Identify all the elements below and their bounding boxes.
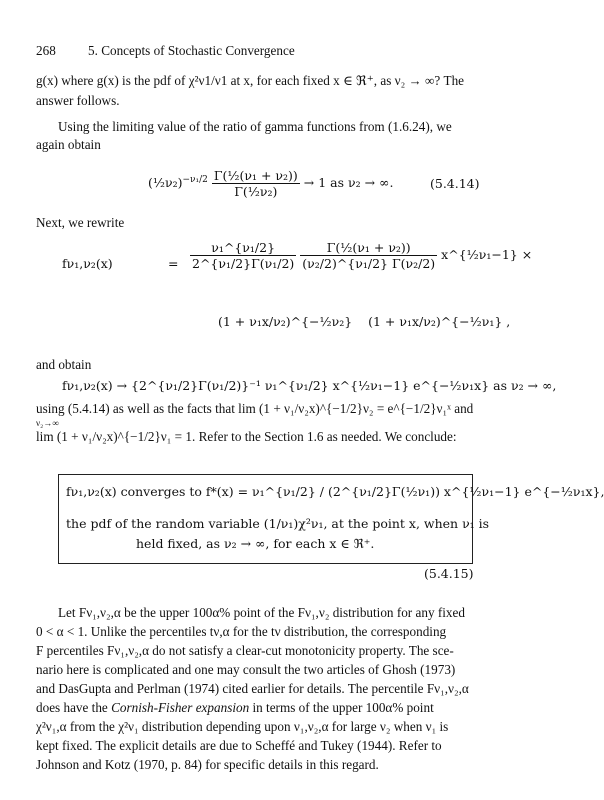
using-line-1: using (5.4.14) as well as the facts that lim (1 + ν₁/ν₂x)^{−1/2}ν₂ = e^{−1/2}ν₁ˣ and (36, 401, 474, 416)
gamma-ratio-denominator: Γ(½ν₂) (234, 184, 278, 199)
gamma-denominator: (ν₂/2)^{ν₁/2} Γ(ν₂/2) (302, 256, 436, 271)
gamma-ratio (212, 168, 300, 199)
gamma-ratio-numerator: Γ(½(ν₁ + ν₂)) (213, 168, 298, 183)
final-line-5: and DasGupta and Perlman (1974) cited earlier for details. The percentile Fν₁,ν₂,α (36, 681, 469, 696)
box-line-1: fν₁,ν₂(x) converges to f*(x) = ν₁^{ν₁/2} / (2^{ν₁/2}Γ(½ν₁)) x^{½ν₁−1} e^{−½ν₁x}, (66, 484, 604, 499)
factor-1: (1 + ν₁x/ν₂)^{−½ν₂} (218, 314, 353, 329)
gamma-fraction (300, 240, 437, 271)
coef-numerator: ν₁^{ν₁/2} (190, 240, 296, 256)
final-line-6 (36, 699, 434, 717)
equation-label-5-4-14: (5.4.14) (430, 176, 480, 191)
intro-line-3: Using the limiting value of the ratio of gamma functions from (1.6.24), we (58, 119, 452, 134)
final-line-6-pre: does have the (36, 700, 112, 715)
factor-2: (1 + ν₁x/ν₂)^{−½ν₁} (368, 314, 503, 329)
final-line-9: Johnson and Kotz (1970, p. 84) for specific details in this regard. (36, 757, 379, 772)
final-line-2: 0 < α < 1. Unlike the percentiles tν,α for the tν distribution, the corresponding (36, 624, 447, 639)
limit-equation: fν₁,ν₂(x) → {2^{ν₁/2}Γ(ν₁/2)}⁻¹ ν₁^{ν₁/2} x^{½ν₁−1} e^{−½ν₁x} as ν₂ → ∞, (62, 378, 557, 393)
factor-trail: , (506, 314, 511, 329)
intro-line-2: answer follows. (36, 93, 120, 108)
final-line-1: Let Fν₁,ν₂,α be the upper 100α% point of the Fν₁,ν₂ distribution for any fixed (58, 605, 465, 620)
intro-line-4: again obtain (36, 137, 101, 152)
final-line-4: nario here is complicated and one may consult the two articles of Ghosh (1973) (36, 662, 456, 677)
final-line-3: F percentiles Fν₁,ν₂,α do not satisfy a clear-cut monotonicity property. The sce- (36, 643, 454, 658)
box-line-3: held fixed, as ν₂ → ∞, for each x ∈ ℜ⁺. (136, 536, 375, 551)
equation-label-5-4-15: (5.4.15) (424, 566, 474, 581)
using-line-2: lim (1 + ν₁/ν₂x)^{−1/2}ν₁ = 1. Refer to the Section 1.6 as needed. We conclude: (36, 429, 457, 444)
equation-5-4-14 (148, 168, 393, 199)
rewrite-text: Next, we rewrite (36, 215, 125, 230)
eq-lhs-prefix: (½ν₂) (148, 175, 183, 190)
f-rhs-line-1 (190, 240, 532, 271)
final-line-6-post: in terms of the upper 100α% point (249, 700, 434, 715)
box-line-2: the pdf of the random variable (1/ν₁)χ²ν₁, at the point x, when ν₁ is (66, 516, 490, 531)
gamma-numerator: Γ(½(ν₁ + ν₂)) (300, 240, 437, 256)
x-power: x^{½ν₁−1} × (441, 247, 533, 262)
eq-lhs-exponent: −ν₁/2 (182, 174, 208, 185)
final-line-8: kept fixed. The explicit details are due to Scheffé and Tukey (1944). Refer to (36, 738, 442, 753)
f-rhs-line-2 (218, 314, 510, 329)
coef-fraction (190, 240, 296, 271)
f-equals: = (168, 256, 179, 271)
f-lhs: fν₁,ν₂(x) (62, 256, 113, 271)
intro-line-1: g(x) where g(x) is the pdf of χ²ν1/ν1 at x, for each fixed x ∈ ℜ⁺, as ν₂ → ∞? The (36, 73, 465, 88)
coef-denominator: 2^{ν₁/2}Γ(ν₁/2) (192, 256, 295, 271)
obtain-text: and obtain (36, 357, 92, 372)
running-title: 5. Concepts of Stochastic Convergence (88, 43, 295, 58)
final-line-7: χ²ν₁,α from the χ²ν₁ distribution depending upon ν₁,ν₂,α for large ν₂ when ν₁ is (36, 719, 449, 734)
limit-subscript: ν₂→∞ (36, 418, 59, 428)
cornish-fisher-term: Cornish-Fisher expansion (111, 700, 250, 715)
page-number: 268 (36, 43, 56, 58)
eq-rhs: → 1 as ν₂ → ∞. (303, 175, 394, 190)
